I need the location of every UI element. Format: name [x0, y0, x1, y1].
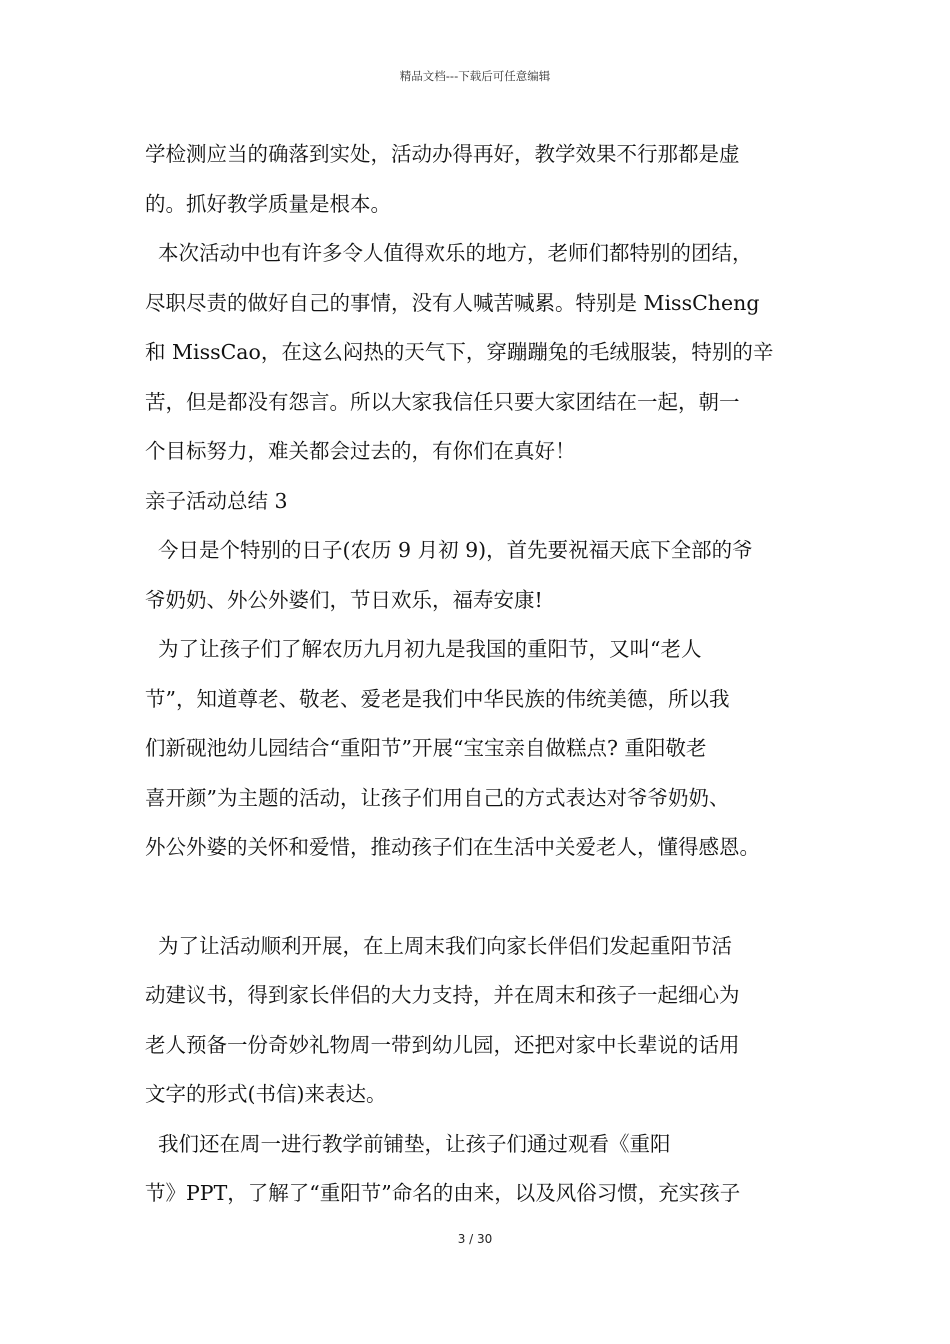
- page-header: 精品文档---下载后可任意编辑: [399, 69, 551, 83]
- paragraph-line: 尽职尽责的做好自己的事情，没有人喊苦喊累。特别是 MissCheng: [145, 290, 760, 315]
- paragraph-line: 为了让孩子们了解农历九月初九是我国的重阳节，又叫“老人: [145, 637, 702, 661]
- paragraph-line: 老人预备一份奇妙礼物周一带到幼儿园，还把对家中长辈说的话用: [145, 1032, 740, 1057]
- paragraph-line: 个目标努力，难关都会过去的，有你们在真好！: [145, 439, 576, 463]
- paragraph-line: 学检测应当的确落到实处，活动办得再好，教学效果不行那都是虚: [145, 142, 740, 166]
- paragraph-line: 们新砚池幼儿园结合“重阳节”开展“宝宝亲自做糕点? 重阳敬老: [145, 736, 707, 760]
- paragraph-line: 为了让活动顺利开展，在上周末我们向家长伴侣们发起重阳节活: [145, 933, 733, 958]
- section-title: 亲子活动总结 3: [145, 488, 288, 513]
- paragraph-line: 爷奶奶、外公外婆们，节日欢乐，福寿安康!: [145, 587, 543, 612]
- paragraph-line: 苦，但是都没有怨言。所以大家我信任只要大家团结在一起，朝一: [145, 389, 740, 414]
- paragraph-line: 喜开颜”为主题的活动，让孩子们用自己的方式表达对爷爷奶奶、: [145, 785, 730, 810]
- paragraph-line: 今日是个特别的日子(农历 9 月初 9)，首先要祝福天底下全部的爷: [145, 538, 753, 562]
- paragraph-line: 的。抓好教学质量是根本。: [145, 191, 391, 216]
- paragraph-line: 外公外婆的关怀和爱惜，推动孩子们在生活中关爱老人，懂得感恩。: [145, 835, 760, 859]
- paragraph-line: 和 MissCao，在这么闷热的天气下，穿蹦蹦兔的毛绒服装，特别的辛: [145, 340, 774, 364]
- page-number: 3 / 30: [457, 1232, 493, 1246]
- paragraph-line: 节》PPT，了解了“重阳节”命名的由来，以及风俗习惯，充实孩子: [145, 1181, 741, 1205]
- paragraph-line: 文字的形式(书信)来表达。: [145, 1082, 387, 1106]
- paragraph-line: 我们还在周一进行教学前铺垫，让孩子们通过观看《重阳: [145, 1131, 671, 1156]
- paragraph-line: 本次活动中也有许多令人值得欢乐的地方，老师们都特别的团结，: [145, 241, 753, 265]
- paragraph-line: 动建议书，得到家长伴侣的大力支持，并在周末和孩子一起细心为: [145, 983, 740, 1007]
- paragraph-spacer: [145, 873, 813, 922]
- document-body: [145, 130, 813, 1219]
- paragraph-line: 节”，知道尊老、敬老、爱老是我们中华民族的伟统美德，所以我: [145, 686, 730, 711]
